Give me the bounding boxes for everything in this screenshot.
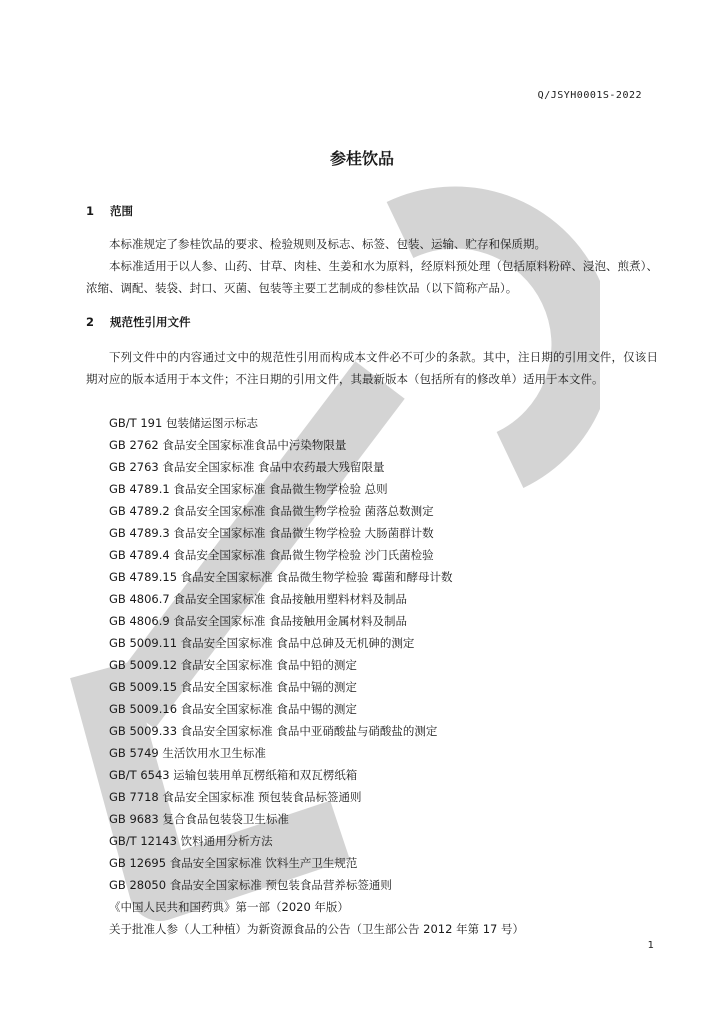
section-number: 1 (86, 204, 95, 218)
reference-item: GB 4789.3 食品安全国家标准 食品微生物学检验 大肠菌群计数 (109, 526, 434, 540)
reference-item: GB 5009.11 食品安全国家标准 食品中总砷及无机砷的测定 (109, 636, 415, 650)
reference-item: GB 5749 生活饮用水卫生标准 (109, 746, 266, 760)
reference-item: GB 7718 食品安全国家标准 预包装食品标签通则 (109, 790, 362, 804)
reference-item: GB 5009.15 食品安全国家标准 食品中镉的测定 (109, 680, 357, 694)
paragraph: 本标准适用于以人参、山药、甘草、肉桂、生姜和水为原料，经原料预处理（包括原料粉碎、浸泡、煎煮）、浓缩、调配、装袋、封口、灭菌、包装等主要工艺制成的参桂饮品（以下简称产品）。 (86, 259, 658, 295)
reference-item: GB 12695 食品安全国家标准 饮料生产卫生规范 (109, 856, 358, 870)
reference-item: 关于批准人参（人工种植）为新资源食品的公告（卫生部公告 2012 年第 17 号） (109, 922, 525, 936)
reference-item: GB 4806.7 食品安全国家标准 食品接触用塑料材料及制品 (109, 592, 408, 606)
paragraph: 本标准规定了参桂饮品的要求、检验规则及标志、标签、包装、运输、贮存和保质期。 (109, 237, 546, 251)
document-title: 参桂饮品 (329, 149, 394, 168)
section-number: 2 (86, 315, 95, 329)
reference-item: GB 28050 食品安全国家标准 预包装食品营养标签通则 (109, 878, 392, 892)
section-title: 范围 (110, 204, 134, 218)
section-title: 规范性引用文件 (110, 315, 191, 329)
reference-item: GB 5009.33 食品安全国家标准 食品中亚硝酸盐与硝酸盐的测定 (109, 724, 438, 738)
reference-item: GB 4806.9 食品安全国家标准 食品接触用金属材料及制品 (109, 614, 408, 628)
page-number: 1 (647, 940, 654, 951)
standard-code: Q/JSYH0001S-2022 (537, 90, 642, 101)
section-heading-scope (86, 203, 133, 219)
reference-item: GB/T 6543 运输包装用单瓦楞纸箱和双瓦楞纸箱 (109, 768, 358, 782)
paragraph: 下列文件中的内容通过文中的规范性引用而构成本文件必不可少的条款。其中，注日期的引用文件，仅该日期对应的版本适用于本文件；不注日期的引用文件，其最新版本（包括所有的修改单）适用于本文件。 (86, 350, 658, 386)
reference-item: GB/T 191 包装储运图示标志 (109, 416, 258, 430)
reference-item: GB 9683 复合食品包装袋卫生标准 (109, 812, 289, 826)
reference-item: GB 4789.2 食品安全国家标准 食品微生物学检验 菌落总数测定 (109, 504, 434, 518)
reference-item: GB 4789.1 食品安全国家标准 食品微生物学检验 总则 (109, 482, 388, 496)
reference-item: GB 5009.16 食品安全国家标准 食品中锡的测定 (109, 702, 357, 716)
reference-item: GB 2763 食品安全国家标准 食品中农药最大残留限量 (109, 460, 385, 474)
reference-item: 《中国人民共和国药典》第一部（2020 年版） (109, 900, 349, 914)
reference-item: GB 5009.12 食品安全国家标准 食品中铅的测定 (109, 658, 357, 672)
section-heading-normative-references (86, 314, 191, 330)
reference-list (109, 412, 524, 940)
reference-item: GB 4789.4 食品安全国家标准 食品微生物学检验 沙门氏菌检验 (109, 548, 434, 562)
reference-item: GB 4789.15 食品安全国家标准 食品微生物学检验 霉菌和酵母计数 (109, 570, 453, 584)
reference-item: GB 2762 食品安全国家标准食品中污染物限量 (109, 438, 347, 452)
reference-item: GB/T 12143 饮料通用分析方法 (109, 834, 273, 848)
